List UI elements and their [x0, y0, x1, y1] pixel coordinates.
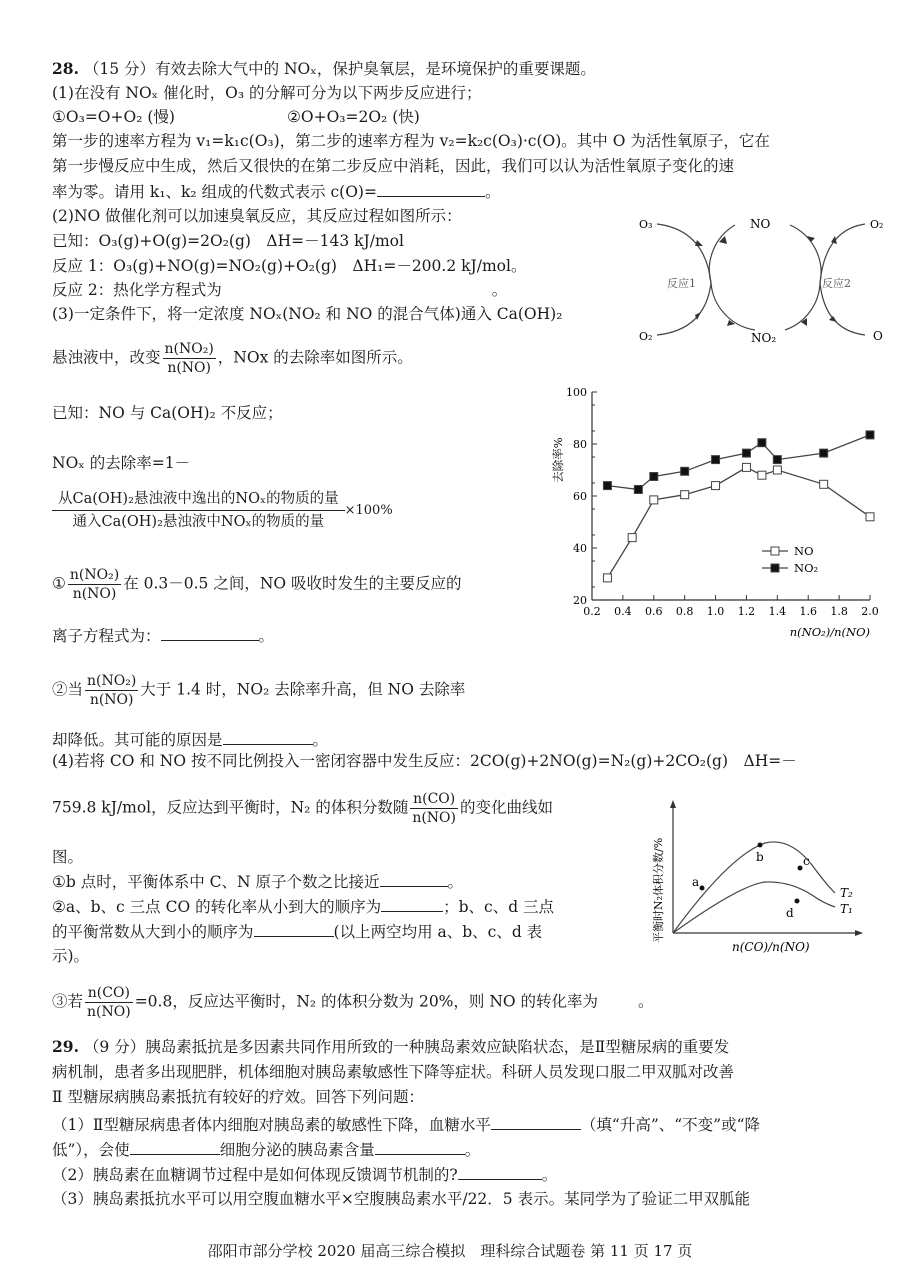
- data-point-no2: [650, 473, 658, 481]
- n2-fraction-chart: [640, 795, 870, 960]
- prompt: ③若: [52, 992, 84, 1011]
- data-point-no2: [712, 456, 720, 464]
- q29-score: （9 分）: [83, 1038, 146, 1056]
- legend-label: NO₂: [794, 561, 819, 575]
- arrowhead: [829, 316, 837, 322]
- arrowhead: [831, 236, 837, 244]
- q28-p3-line2: [52, 340, 413, 377]
- q29-sub1-line2: [52, 1138, 480, 1161]
- data-point-no2: [866, 431, 874, 439]
- label-o: O: [873, 329, 883, 343]
- q29-line2: 病机制，患者多出现肥胖，机体细胞对胰岛素敏感性下降等症状。科研人员发现口服二甲双胍对改善: [52, 1063, 735, 1081]
- cycle-arc-no-to-r1: [709, 225, 735, 283]
- label-o2-right: O₂: [870, 218, 884, 231]
- q28-p4-sub3: [52, 984, 654, 1021]
- cycle-arc-r2-to-no: [790, 225, 821, 283]
- answer-blank-co-conversion-order[interactable]: [381, 895, 443, 912]
- data-point-no: [650, 496, 658, 504]
- period: 。: [541, 1166, 558, 1184]
- data-point-no2: [742, 449, 750, 457]
- answer-blank-reaction2[interactable]: [222, 279, 492, 295]
- circle-1: ①: [52, 574, 66, 593]
- q28-p4-text: 759.8 kJ/mol，反应达到平衡时，N₂ 的体积分数随: [52, 798, 409, 817]
- point-a: [700, 886, 705, 891]
- answer-blank-cell-type[interactable]: [130, 1138, 220, 1155]
- x-tick-label: 0.6: [645, 605, 663, 618]
- x-tick-label: 0.8: [675, 605, 694, 618]
- answer-blank-cO[interactable]: [377, 180, 485, 197]
- legend-marker: [771, 564, 779, 572]
- prompt-cont: （填“升高”、“不变”或“降: [580, 1116, 761, 1134]
- series-line-no: [607, 467, 870, 578]
- q28-p3-known: 已知：NO 与 Ca(OH)₂ 不反应；: [52, 404, 283, 422]
- label-no2: NO₂: [751, 331, 777, 345]
- x-tick-label: 1.8: [830, 605, 848, 618]
- data-point-no: [628, 534, 636, 542]
- q29-sub2: [52, 1163, 557, 1186]
- q28-p3-rate-def: NOₓ 的去除率=1－: [52, 454, 191, 472]
- q28-intro: 有效去除大气中的 NOₓ，保护臭氧层，是环境保护的重要课题。: [155, 60, 596, 78]
- fraction-numerator: n(NO₂): [87, 673, 137, 689]
- label-b: b: [756, 850, 764, 864]
- prompt: 离子方程式为：: [52, 627, 161, 645]
- page-footer: 邵阳市部分学校 2020 届高三综合模拟 理科综合试题卷 第 11 页 17 页: [207, 1242, 693, 1260]
- formula-numerator: 从Ca(OH)₂悬浊液中逸出的NOₓ的物质的量: [52, 488, 345, 511]
- answer-blank-reason[interactable]: [223, 728, 313, 745]
- q28-p4-line2: [52, 790, 553, 827]
- point-c: [798, 866, 803, 871]
- data-point-no2: [603, 482, 611, 490]
- data-point-no2: [820, 449, 828, 457]
- data-point-no: [681, 491, 689, 499]
- prompt-cont: =0.8，反应达平衡时，N₂ 的体积分数为 20%，则 NO 的转化率为: [134, 992, 599, 1011]
- arc-o3-in: [657, 224, 711, 283]
- q28-p3-sub2-text: 大于 1.4 时，NO₂ 去除率升高，但 NO 去除率: [140, 680, 466, 699]
- q28-p4-sub2: [52, 895, 554, 918]
- q28-p4-line3: 图。: [52, 848, 84, 866]
- label-a: a: [692, 875, 700, 889]
- y-tick-label: 100: [566, 386, 587, 399]
- q28-p1-steps: [52, 106, 420, 128]
- prompt-cont: 细胞分泌的胰岛素含量: [219, 1141, 375, 1159]
- label-t1: T₁: [840, 902, 853, 916]
- x-tick-label: 1.6: [799, 605, 817, 618]
- q28-step1: ①O₃=O+O₂ (慢): [52, 108, 175, 126]
- q28-p3-sub1-line2: [52, 624, 274, 647]
- period: 。: [464, 1141, 481, 1159]
- prompt: （1）Ⅱ型糖尿病患者体内细胞对胰岛素的敏感性下降，血糖水平: [52, 1116, 491, 1134]
- q29-line3: Ⅱ 型糖尿病胰岛素抵抗有较好的疗效。回答下列问题：: [52, 1088, 424, 1106]
- prompt: ②a、b、c 三点 CO 的转化率从小到大的顺序为: [52, 898, 382, 916]
- prompt: ①b 点时，平衡体系中 C、N 原子个数之比接近: [52, 873, 380, 891]
- q28-p3-text: 悬浊液中，改变: [52, 348, 161, 367]
- q28-p4-sub2-line2: [52, 920, 542, 943]
- removal-rate-formula: [52, 488, 393, 533]
- data-point-no: [603, 574, 611, 582]
- prompt: 的平衡常数从大到小的顺序为: [52, 923, 254, 941]
- answer-blank-ionic-equation[interactable]: [161, 624, 259, 641]
- q28-p1-line1: (1)在没有 NOₓ 催化时，O₃ 的分解可分为以下两步反应进行；: [52, 84, 482, 102]
- q29-header: [52, 1036, 729, 1058]
- ratio-fraction: [85, 672, 138, 709]
- label-o3: O₃: [639, 218, 653, 231]
- q28-p2-reaction1: 反应 1：O₃(g)+NO(g)=NO₂(g)+O₂(g) ΔH₁=－200.2 kJ/mol。: [52, 257, 527, 275]
- y-tick-label: 80: [573, 438, 587, 451]
- period: 。: [258, 627, 275, 645]
- circle-2: ②当: [52, 680, 84, 699]
- q29-sub1: [52, 1113, 760, 1136]
- q28-p2-line1: (2)NO 做催化剂可以加速臭氧反应，其反应过程如图所示：: [52, 207, 462, 225]
- answer-blank-blood-sugar[interactable]: [491, 1113, 581, 1130]
- q28-p3-line1: (3)一定条件下，将一定浓度 NOₓ(NO₂ 和 NO 的混合气体)通入 Ca(OH)₂: [52, 305, 563, 323]
- point-b: [758, 843, 763, 848]
- q28-p4-sub1: [52, 870, 463, 893]
- q28-p3-sub2: [52, 672, 465, 709]
- period: 。: [484, 183, 501, 201]
- legend-label: NO: [794, 544, 814, 558]
- arc-o2-out: [657, 283, 711, 335]
- period: 。: [447, 873, 464, 891]
- q29-number: 29.: [52, 1037, 79, 1056]
- arc-o-in: [820, 283, 865, 335]
- x-axis-arrow-icon: [855, 930, 863, 936]
- data-point-no: [742, 463, 750, 471]
- prompt: 低”），会使: [52, 1141, 130, 1159]
- x-tick-label: 0.4: [614, 605, 632, 618]
- co-no-fraction: [85, 984, 133, 1021]
- label-no: NO: [750, 217, 771, 231]
- q28-p3-text2: ，NOx 的去除率如图所示。: [217, 348, 413, 367]
- x-tick-label: 1.2: [737, 605, 756, 618]
- y-tick-label: 40: [573, 542, 587, 555]
- q28-p1-line5: [52, 180, 500, 203]
- legend-marker: [771, 547, 779, 555]
- period: 。: [638, 992, 654, 1011]
- arrowhead: [695, 240, 703, 246]
- fraction-denominator: n(NO): [412, 810, 456, 826]
- q28-number: 28.: [52, 59, 79, 78]
- catalytic-cycle-diagram: [625, 200, 895, 350]
- period: 。: [491, 281, 508, 299]
- x-tick-label: 1.4: [768, 605, 787, 618]
- fraction-numerator: n(CO): [85, 984, 133, 1003]
- q28-reaction2-prompt: 反应 2：热化学方程式为: [52, 281, 222, 299]
- q28-step2: ②O+O₃=2O₂ (快): [287, 108, 420, 126]
- q28-p1-line3: 第一步的速率方程为 v₁=k₁c(O₃)，第二步的速率方程为 v₂=k₂c(O₃)·c(O)。其中 O 为活性氧原子，它在: [52, 132, 770, 150]
- y-axis-arrow-icon: [670, 800, 676, 808]
- label-c: c: [803, 854, 810, 868]
- label-d: d: [786, 906, 794, 920]
- prompt: 却降低。其可能的原因是: [52, 731, 223, 749]
- answer-blank-cn-ratio[interactable]: [380, 870, 448, 887]
- q28-p3-sub2-line2: [52, 728, 328, 751]
- q28-p3-sub1-text: 在 0.3－0.5 之间，NO 吸收时发生的主要反应的: [123, 574, 462, 593]
- period: 。: [312, 731, 329, 749]
- q28-p4-sub2-line3: 示)。: [52, 947, 90, 965]
- formula-tail: ×100%: [344, 503, 393, 518]
- answer-blank-no-conversion[interactable]: [598, 991, 638, 1007]
- y-tick-label: 60: [573, 490, 587, 503]
- q28-p2-known: 已知：O₃(g)+O(g)=2O₂(g) ΔH=－143 kJ/mol: [52, 232, 404, 250]
- fraction-denominator: n(NO): [89, 692, 134, 708]
- x-tick-label: 0.2: [583, 605, 601, 618]
- label-reaction1: 反应1: [667, 277, 696, 290]
- ratio-fraction: [68, 566, 121, 603]
- data-point-no: [820, 480, 828, 488]
- x-axis-label: n(CO)/n(NO): [732, 940, 810, 954]
- q28-p4-line1: (4)若将 CO 和 NO 按不同比例投入一密闭容器中发生反应：2CO(g)+2NO(g)=N₂(g)+2CO₂(g) ΔH=－: [52, 752, 797, 770]
- q29-sub3: （3）胰岛素抵抗水平可以用空腹血糖水平×空腹胰岛素水平/22．5 表示。某同学为了验证二甲双胍能: [52, 1190, 751, 1208]
- label-reaction2: 反应2: [822, 277, 851, 290]
- label-o2-left: O₂: [639, 330, 653, 343]
- fraction-denominator: n(NO): [72, 586, 117, 602]
- data-point-no: [773, 466, 781, 474]
- prompt-cont: (以上两空均用 a、b、c、d 表: [333, 923, 543, 941]
- curve-t1: [673, 882, 835, 933]
- answer-blank-insulin-level[interactable]: [375, 1138, 465, 1155]
- answer-blank-feedback[interactable]: [458, 1163, 542, 1180]
- x-tick-label: 1.0: [706, 605, 725, 618]
- q28-p1-line4: 第一步慢反应中生成，然后又很快的在第二步反应中消耗，因此，我们可以认为活性氧原子变化的速: [52, 157, 735, 175]
- data-point-no2: [758, 439, 766, 447]
- q28-score: （15 分）: [83, 60, 156, 78]
- data-point-no: [712, 482, 720, 490]
- q28-p4-text2: 的变化曲线如: [460, 798, 554, 817]
- series-line-no2: [607, 435, 870, 490]
- fraction-denominator: n(NO): [87, 1004, 131, 1020]
- arc-o2-out-right: [820, 224, 865, 283]
- data-point-no2: [681, 467, 689, 475]
- q28-p1-prompt: 率为零。请用 k₁、k₂ 组成的代数式表示 c(O)=: [52, 183, 377, 201]
- answer-blank-k-order[interactable]: [254, 920, 334, 937]
- removal-rate-chart: [540, 380, 890, 650]
- x-axis-label: n(NO₂)/n(NO): [789, 625, 870, 639]
- fraction-numerator: n(NO₂): [164, 341, 214, 357]
- prompt: （2）胰岛素在血糖调节过程中是如何体现反馈调节机制的?: [52, 1166, 458, 1184]
- prompt-cont: ；b、c、d 三点: [443, 898, 555, 916]
- co-no-fraction: [410, 790, 458, 827]
- q28-p3-sub1: [52, 566, 462, 603]
- data-point-no: [866, 513, 874, 521]
- q28-p2-reaction2: [52, 279, 507, 301]
- point-d: [795, 899, 800, 904]
- x-tick-label: 2.0: [861, 605, 879, 618]
- label-t2: T₂: [840, 886, 853, 900]
- y-axis-label: 去除率%: [551, 437, 565, 483]
- formula-denominator: 通入Ca(OH)₂悬浊液中NOₓ的物质的量: [72, 514, 325, 530]
- arrowhead: [727, 320, 735, 326]
- data-point-no2: [634, 486, 642, 494]
- ratio-fraction: [163, 340, 216, 377]
- y-axis-label: 平衡时N₂体积分数/%: [652, 837, 665, 943]
- fraction-numerator: n(CO): [410, 790, 458, 809]
- fraction-numerator: n(NO₂): [69, 567, 120, 583]
- y-tick-label: 20: [573, 594, 587, 607]
- q29-intro: 胰岛素抵抗是多因素共同作用所致的一种胰岛素效应缺陷状态，是Ⅱ型糖尿病的重要发: [145, 1038, 730, 1056]
- data-point-no2: [773, 456, 781, 464]
- data-point-no: [758, 471, 766, 479]
- q28-header: [52, 58, 596, 80]
- fraction-denominator: n(NO): [167, 360, 211, 376]
